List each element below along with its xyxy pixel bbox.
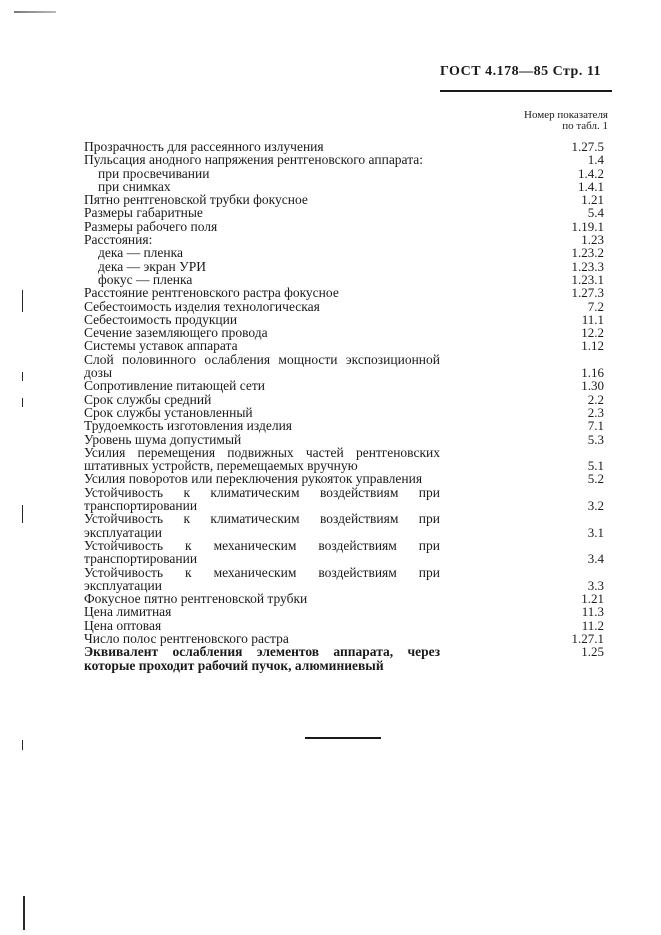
entry-label: Срок службы установленный	[84, 404, 253, 420]
index-entry	[84, 433, 604, 446]
entry-label: дека — пленка	[98, 245, 183, 261]
entry-number: 2.2	[587, 391, 604, 407]
entry-label: Пульсация анодного напряжения рентгеновского аппарата:	[84, 152, 424, 168]
entry-label: Себестоимость изделия технологическая	[84, 298, 320, 314]
entry-label: Фокусное пятно рентгеновской трубки	[84, 591, 308, 607]
header-rule	[440, 90, 612, 92]
index-entry	[84, 472, 604, 485]
column-header	[488, 110, 608, 132]
index-entry	[84, 220, 604, 233]
entry-label: Устойчивость к климатическим воздействиям при транспортировании	[84, 484, 440, 514]
index-entry	[84, 300, 604, 313]
entry-number: 1.4.2	[578, 165, 604, 181]
entry-number: 11.2	[581, 617, 604, 633]
entry-label: Цена лимитная	[84, 604, 172, 620]
entry-label: Системы уставок аппарата	[84, 338, 238, 354]
index-entry	[84, 260, 604, 273]
entry-label: Число полос рентгеновского растра	[84, 630, 289, 646]
entry-number: 5.3	[587, 431, 604, 447]
margin-mark	[22, 505, 23, 523]
entry-number: 1.12	[581, 338, 604, 354]
entry-number: 7.1	[587, 418, 604, 434]
end-rule	[305, 737, 381, 739]
entry-label: Пятно рентгеновской трубки фокусное	[84, 192, 308, 208]
entry-label: Сопротивление питающей сети	[84, 378, 266, 394]
index-entry	[84, 286, 604, 299]
entry-number: 1.16	[581, 365, 604, 381]
entry-label: при просвечивании	[98, 165, 210, 181]
margin-mark	[22, 398, 23, 407]
scan-artifact	[14, 11, 56, 13]
entry-label: Устойчивость к климатическим воздействиям при эксплуатации	[84, 511, 440, 540]
index-entry	[84, 605, 604, 618]
entry-number: 11.3	[581, 604, 604, 620]
entry-label: Размеры рабочего поля	[84, 218, 218, 234]
page-header: ГОСТ 4.178—85 Стр. 11	[440, 64, 602, 79]
column-header-line1: Номер показателя	[524, 109, 608, 121]
index-entry	[84, 393, 604, 406]
entry-number: 1.23	[581, 232, 604, 248]
entry-number: 1.27.5	[571, 139, 604, 154]
index-entry	[84, 486, 604, 513]
entry-number: 1.4	[587, 152, 604, 168]
entry-number: 1.4.1	[578, 178, 604, 194]
entry-number: 3.2	[587, 498, 604, 514]
column-header-line2: по табл. 1	[562, 120, 608, 132]
entry-number: 1.23.2	[571, 245, 604, 261]
index-entry	[84, 353, 604, 380]
entry-number: 1.23.3	[571, 258, 604, 274]
entry-label: Трудоемкость изготовления изделия	[84, 418, 293, 434]
entry-label: Прозрачность для рассеянного излучения	[84, 139, 324, 154]
entry-label: Эквивалент ослабления элементов аппарата, через которые проходит рабочий пучок, алюминиевый	[84, 644, 440, 673]
index-entry	[84, 539, 604, 566]
index-entry	[84, 180, 604, 193]
index-entry	[84, 592, 604, 605]
entry-label: Расстояние рентгеновского растра фокусное	[84, 285, 339, 301]
entry-number: 3.1	[587, 524, 604, 540]
entry-number: 3.4	[587, 551, 604, 567]
index-list	[84, 140, 604, 672]
entry-label: Цена оптовая	[84, 617, 162, 633]
entry-label: Сечение заземляющего провода	[84, 325, 268, 341]
index-entry	[84, 406, 604, 419]
entry-label: Усилия поворотов или переключения рукояток управления	[84, 471, 423, 487]
entry-number: 11.1	[581, 311, 604, 327]
index-entry	[84, 379, 604, 392]
index-entry	[84, 512, 604, 539]
entry-number: 1.27.1	[571, 630, 604, 646]
entry-label: Расстояния:	[84, 232, 153, 248]
index-entry	[84, 153, 604, 166]
entry-number: 1.21	[581, 591, 604, 607]
entry-label: Устойчивость к механическим воздействиям при эксплуатации	[84, 564, 440, 593]
entry-number: 5.2	[587, 471, 604, 487]
margin-mark	[23, 896, 25, 930]
index-entry	[84, 632, 604, 645]
entry-number: 7.2	[587, 298, 604, 314]
index-entry	[84, 273, 604, 286]
index-entry	[84, 339, 604, 352]
entry-number: 1.25	[581, 644, 604, 660]
entry-number: 1.19.1	[571, 218, 604, 234]
entry-label: Срок службы средний	[84, 391, 212, 407]
entry-number: 1.30	[581, 378, 604, 394]
entry-label: Себестоимость продукции	[84, 311, 238, 327]
index-entry	[84, 140, 604, 153]
index-entry	[84, 645, 604, 672]
index-entry	[84, 619, 604, 632]
index-entry	[84, 233, 604, 246]
index-entry	[84, 446, 604, 473]
entry-label: фокус — пленка	[98, 271, 193, 287]
margin-mark	[22, 372, 23, 381]
margin-mark	[22, 290, 23, 312]
entry-number: 2.3	[587, 404, 604, 420]
entry-label: Устойчивость к механическим воздействиям при транспортировании	[84, 537, 440, 567]
entry-label: Слой половинного ослабления мощности экспозиционной дозы	[84, 351, 440, 381]
entry-label: Усилия перемещения подвижных частей рентгеновских штативных устройств, перемещаемых вручную	[84, 444, 440, 474]
entry-number: 3.3	[587, 577, 604, 593]
entry-number: 5.4	[587, 205, 604, 221]
index-entry	[84, 206, 604, 219]
index-entry	[84, 246, 604, 259]
index-entry	[84, 566, 604, 593]
entry-number: 12.2	[581, 325, 604, 341]
entry-label: при снимках	[98, 178, 171, 194]
entry-number: 5.1	[587, 458, 604, 474]
index-entry	[84, 313, 604, 326]
entry-number: 1.23.1	[571, 271, 604, 287]
margin-mark	[22, 740, 23, 750]
index-entry	[84, 326, 604, 339]
entry-label: дека — экран УРИ	[98, 258, 206, 274]
index-entry	[84, 419, 604, 432]
entry-number: 1.21	[581, 192, 604, 208]
index-entry	[84, 193, 604, 206]
entry-label: Уровень шума допустимый	[84, 431, 242, 447]
index-entry	[84, 167, 604, 180]
entry-label: Размеры габаритные	[84, 205, 203, 221]
entry-number: 1.27.3	[571, 285, 604, 301]
